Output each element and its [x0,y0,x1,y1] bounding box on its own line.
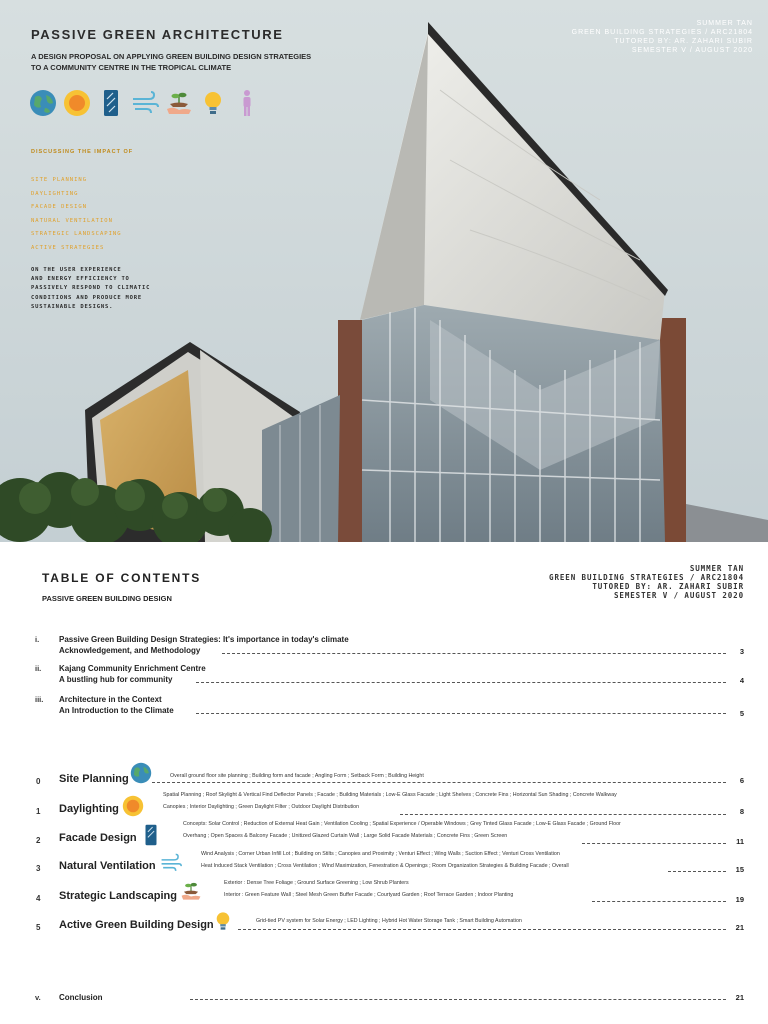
toc-chapter-description-line: Heat Induced Stack Ventilation ; Cross Ventilation ; Wind Maximization, Fenestration & Openings ; Room Organization Strategies & Building Facade ; Overall [201,863,569,869]
wind-icon [160,852,182,874]
toc-chapter-number: 5 [36,923,41,932]
toc-leader-dots [668,871,726,872]
cover-icon-row [29,89,261,117]
toc-chapter-description-line: Spatial Planning ; Roof Skylight & Vertical Find Deflector Panels ; Facade ; Building Materials ; Low-E Glass Facade ; Light Shelves ; Concrete Fins ; Horizontal Sun Shading ; Concrete Walkway [163,792,617,798]
toc-chapter-number: 3 [36,864,41,873]
toc-chapter-description-line: Wind Analysis ; Corner Urban Infill Lot ; Building on Stilts ; Canopies and Proximity ; Venturi Effect ; Wing Walls ; Suction Effect ; Venturi Cross Ventilation [201,851,560,857]
globe-icon [130,762,152,784]
cover-author: SUMMER TAN [696,20,753,27]
cover-topic-item: DAYLIGHTING [31,190,79,197]
cover-topic-item: NATURAL VENTILATION [31,217,113,224]
toc-page-number: 6 [739,776,744,785]
toc-page-number: 15 [735,865,744,874]
toc-page-number: 21 [735,993,744,1002]
cover-tutor: TUTORED BY: AR. ZAHARI SUBIR [614,38,753,45]
cover-topic-list [31,174,122,255]
toc-chapter-description: Overall ground floor site planning ; Building form and facade ; Angling Form ; Setback Form ; Building Height [170,773,424,779]
cover-discussing-heading: DISCUSSING THE IMPACT OF [31,149,134,155]
cover-semester: SEMESTER V / AUGUST 2020 [631,47,753,54]
toc-chapter-title: Active Green Building Design [59,919,214,931]
toc-chapter-description [183,818,621,842]
toc-chapter-number: 0 [36,777,41,786]
toc-leader-dots [582,843,726,844]
toc-entry-number: i. [35,635,40,644]
toc-entry-number: v. [35,993,41,1002]
cover-description-line: SUSTAINABLE DESIGNS. [31,303,114,310]
toc-course: GREEN BUILDING STRATEGIES / ARC21804 [549,573,744,582]
toc-entry-line: An Introduction to the Climate [59,706,174,715]
toc-chapter-description-line: Canopies ; Interior Daylighting ; Green Daylight Filter ; Outdoor Daylight Distribution [163,804,360,810]
facade-panel-icon [97,89,125,117]
toc-page-number: 3 [739,647,744,656]
toc-entry-line: Acknowledgement, and Methodology [59,646,201,655]
toc-chapter-description-line: Concepts: Solar Control ; Reduction of External Heat Gain ; Ventilation Cooling ; Spatial Experience / Operable Windows ; Grey Tinted Glass Facade ; Low-E Glass Facade ; Ground Floor [183,821,621,827]
table-of-contents-page [0,542,768,1024]
cover-description-line: CONDITIONS AND PRODUCE MORE [31,294,143,301]
cover-course: GREEN BUILDING STRATEGIES / ARC21804 [571,29,753,36]
toc-page-number: 19 [735,895,744,904]
lightbulb-icon [212,910,234,932]
toc-chapter-number: 2 [36,836,41,845]
toc-chapter-title: Site Planning [59,773,129,785]
cover-author-info [572,19,753,55]
toc-leader-dots [196,713,726,714]
cover-subtitle [31,51,361,73]
lightbulb-icon [199,89,227,117]
toc-page-number: 4 [739,676,744,685]
toc-entry-title [59,694,174,716]
sun-icon [122,795,144,817]
toc-chapter-description-line: Overhang ; Open Spaces & Balcony Facade ; Unitized Glazed Curtain Wall ; Large Solid Facade Materials ; Concrete Fins ; Green Screen [183,833,508,839]
toc-chapter-description [201,848,569,872]
wind-icon [131,89,159,117]
facade-panel-icon [140,824,162,846]
toc-entry-number: iii. [35,695,44,704]
toc-leader-dots [592,901,726,902]
toc-author: SUMMER TAN [689,564,744,573]
toc-page-number: 21 [735,923,744,932]
toc-leader-dots [196,682,726,683]
globe-icon [29,89,57,117]
toc-leader-dots [222,653,726,654]
cover-topic-item: FACADE DESIGN [31,204,88,210]
cover-description-line: PASSIVELY RESPOND TO CLIMATIC [31,285,151,292]
toc-entry-title [59,663,206,685]
toc-entry-line: Passive Green Building Design Strategies: It's importance in today's climate [59,635,349,644]
toc-leader-dots [152,782,726,783]
toc-subtitle: PASSIVE GREEN BUILDING DESIGN [42,594,172,603]
toc-entry-line: A bustling hub for community [59,675,173,684]
toc-leader-dots [190,999,726,1000]
toc-page-number: 8 [739,807,744,816]
cover-topic-item: SITE PLANNING [31,177,88,183]
toc-chapter-description [224,877,513,901]
toc-semester: SEMESTER V / AUGUST 2020 [614,591,744,600]
toc-chapter-title: Strategic Landscaping [59,890,177,902]
toc-leader-dots [238,929,726,930]
plant-hand-icon [180,880,202,902]
cover-subtitle-line: A DESIGN PROPOSAL ON APPLYING GREEN BUILDING DESIGN STRATEGIES [31,52,312,61]
toc-chapter-description: Grid-tied PV system for Solar Energy ; LED Lighting ; Hybrid Hot Water Storage Tank ; Smart Building Automation [256,918,522,924]
person-icon [233,89,261,117]
toc-leader-dots [400,814,726,815]
toc-page-number: 5 [739,709,744,718]
toc-chapter-title: Facade Design [59,832,137,844]
toc-tutor: TUTORED BY: AR. ZAHARI SUBIR [592,582,744,591]
sun-icon [63,89,91,117]
toc-chapter-number: 4 [36,894,41,903]
toc-entry-number: ii. [35,664,42,673]
toc-chapter-title: Daylighting [59,803,119,815]
cover-description [31,266,191,312]
toc-entry-title: Conclusion [59,993,103,1002]
toc-author-info [549,564,744,600]
toc-page-number: 11 [736,837,744,846]
toc-chapter-title: Natural Ventilation [59,860,156,872]
cover-topic-item: STRATEGIC LANDSCAPING [31,231,122,237]
toc-chapter-description-line: Exterior : Dense Tree Foliage ; Ground Surface Greening ; Low Shrub Planters [224,880,409,886]
cover-topic-item: ACTIVE STRATEGIES [31,244,105,251]
cover-title: PASSIVE GREEN ARCHITECTURE [31,27,284,42]
toc-entry-line: Kajang Community Enrichment Centre [59,664,206,673]
toc-chapter-number: 1 [36,807,41,816]
cover-subtitle-line: TO A COMMUNITY CENTRE IN THE TROPICAL CLIMATE [31,63,232,72]
toc-title: TABLE OF CONTENTS [42,571,202,585]
toc-entry-line: Architecture in the Context [59,695,162,704]
cover-description-line: AND ENERGY EFFICIENCY TO [31,276,130,283]
cover-description-line: ON THE USER EXPERIENCE [31,267,122,273]
plant-hand-icon [165,89,193,117]
toc-chapter-description-line: Interior : Green Feature Wall ; Steel Mesh Green Buffer Facade ; Courtyard Garden ; Roof Terrace Garden ; Indoor Planting [224,892,514,898]
toc-chapter-description [163,789,617,813]
